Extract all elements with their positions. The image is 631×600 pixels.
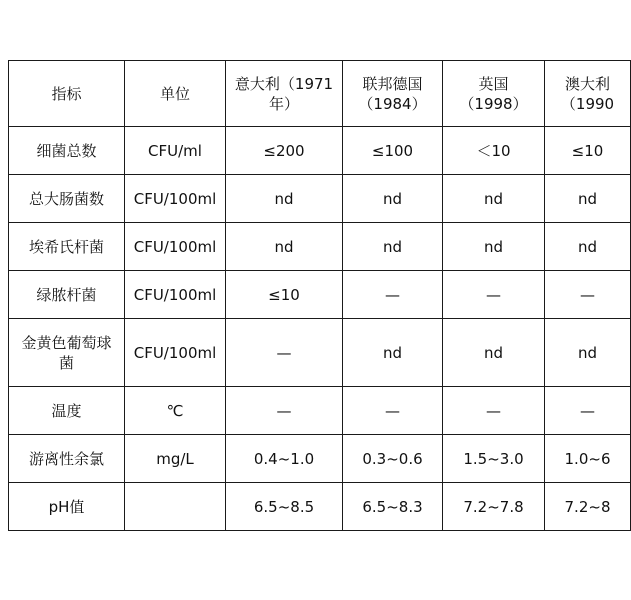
- unit-cell: CFU/100ml: [125, 223, 226, 271]
- value-cell-uk: 7.2~7.8: [443, 483, 545, 531]
- header-line: （1984）: [358, 94, 427, 113]
- value-cell-uk: —: [443, 271, 545, 319]
- table-row: [9, 483, 631, 531]
- indicator-line: 绿脓杆菌: [36, 285, 97, 304]
- value-cell-uk: —: [443, 387, 545, 435]
- header-indicator: [9, 61, 125, 127]
- value-cell-italy: —: [226, 319, 343, 387]
- value-cell-australia: nd: [545, 175, 631, 223]
- value-cell-west-germany: ≤100: [343, 127, 443, 175]
- indicator-cell: [9, 387, 125, 435]
- header-uk: [443, 61, 545, 127]
- value-cell-italy: nd: [226, 175, 343, 223]
- table-row: [9, 271, 631, 319]
- value-cell-west-germany: nd: [343, 319, 443, 387]
- header-australia: [545, 61, 631, 127]
- value-cell-italy: 0.4~1.0: [226, 435, 343, 483]
- unit-cell: CFU/100ml: [125, 319, 226, 387]
- value-cell-west-germany: —: [343, 271, 443, 319]
- indicator-cell: [9, 175, 125, 223]
- indicator-cell: [9, 319, 125, 387]
- value-cell-australia: —: [545, 387, 631, 435]
- header-line: 联邦德国: [362, 74, 423, 93]
- value-cell-australia: nd: [545, 319, 631, 387]
- unit-cell: [125, 483, 226, 531]
- header-row: [9, 61, 631, 127]
- value-cell-uk: nd: [443, 223, 545, 271]
- value-cell-australia: —: [545, 271, 631, 319]
- value-cell-australia: nd: [545, 223, 631, 271]
- header-line: 单位: [159, 84, 190, 103]
- header-line: 指标: [51, 84, 82, 103]
- indicator-line: 总大肠菌数: [28, 189, 104, 208]
- header-unit: [125, 61, 226, 127]
- indicator-line: 温度: [51, 401, 82, 420]
- header-line: 年）: [268, 94, 299, 113]
- indicator-line: 埃希氏杆菌: [28, 237, 104, 256]
- indicator-line: 菌: [58, 353, 74, 372]
- indicator-line: 细菌总数: [36, 141, 97, 160]
- value-cell-italy: 6.5~8.5: [226, 483, 343, 531]
- header-line: 意大利（1971: [234, 74, 334, 93]
- value-cell-italy: ≤10: [226, 271, 343, 319]
- indicator-line: 游离性余氯: [28, 449, 104, 468]
- value-cell-italy: nd: [226, 223, 343, 271]
- header-line: （1990: [560, 94, 615, 113]
- table-body: [9, 61, 631, 531]
- table-row: [9, 127, 631, 175]
- value-cell-italy: —: [226, 387, 343, 435]
- table-row: [9, 319, 631, 387]
- indicator-cell: [9, 435, 125, 483]
- unit-cell: CFU/100ml: [125, 175, 226, 223]
- value-cell-australia: ≤10: [545, 127, 631, 175]
- table-row: [9, 435, 631, 483]
- value-cell-italy: ≤200: [226, 127, 343, 175]
- value-cell-west-germany: 0.3~0.6: [343, 435, 443, 483]
- indicator-line: 金黄色葡萄球: [21, 333, 112, 352]
- indicator-cell: [9, 127, 125, 175]
- header-line: （1998）: [459, 94, 528, 113]
- table-row: [9, 223, 631, 271]
- header-italy: [226, 61, 343, 127]
- value-cell-west-germany: —: [343, 387, 443, 435]
- value-cell-west-germany: nd: [343, 175, 443, 223]
- water-quality-standards-table: [8, 60, 631, 531]
- value-cell-west-germany: nd: [343, 223, 443, 271]
- value-cell-uk: nd: [443, 319, 545, 387]
- header-line: 澳大利: [564, 74, 610, 93]
- indicator-line: pH值: [48, 497, 85, 516]
- unit-cell: CFU/100ml: [125, 271, 226, 319]
- table-row: [9, 175, 631, 223]
- value-cell-australia: 1.0~6: [545, 435, 631, 483]
- value-cell-uk: nd: [443, 175, 545, 223]
- header-line: 英国: [478, 74, 509, 93]
- indicator-cell: [9, 223, 125, 271]
- unit-cell: CFU/ml: [125, 127, 226, 175]
- value-cell-australia: 7.2~8: [545, 483, 631, 531]
- indicator-cell: [9, 483, 125, 531]
- value-cell-west-germany: 6.5~8.3: [343, 483, 443, 531]
- value-cell-uk: 1.5~3.0: [443, 435, 545, 483]
- indicator-cell: [9, 271, 125, 319]
- value-cell-uk: ＜10: [443, 127, 545, 175]
- unit-cell: mg/L: [125, 435, 226, 483]
- header-west-germany: [343, 61, 443, 127]
- unit-cell: ℃: [125, 387, 226, 435]
- table-row: [9, 387, 631, 435]
